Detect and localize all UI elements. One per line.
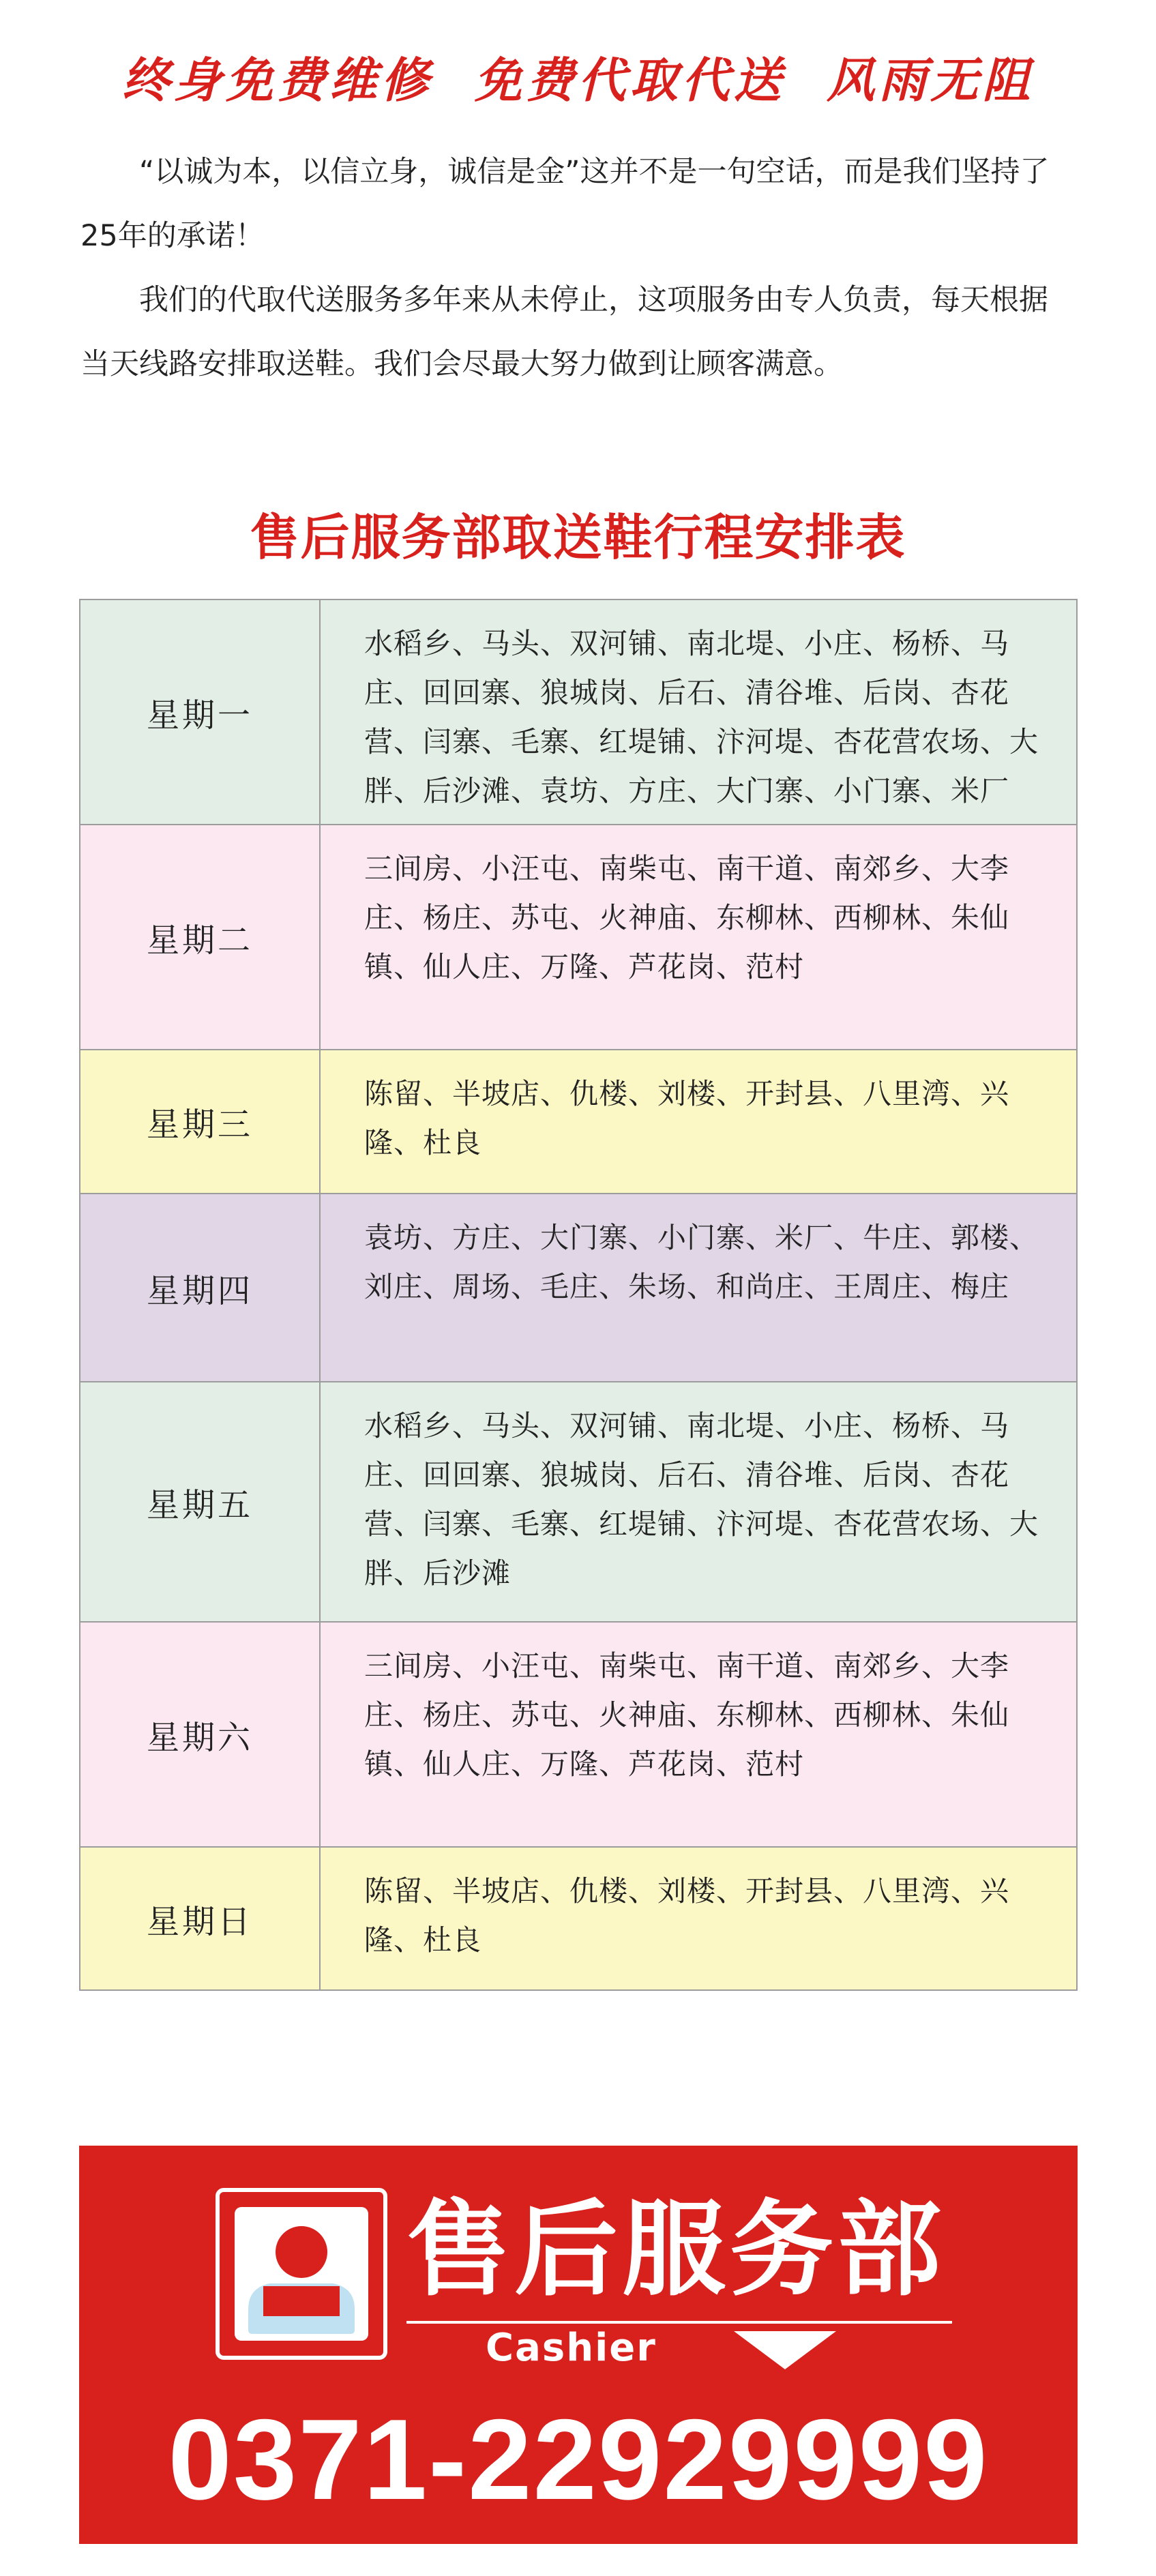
logo <box>216 2188 387 2360</box>
schedule-row-tuesday <box>80 824 1076 1049</box>
schedule-row-sunday <box>80 1846 1076 1989</box>
day-cell: 星期三 <box>80 1050 321 1193</box>
arrow-down-icon <box>734 2331 836 2369</box>
places-cell: 三间房、小汪屯、南柴屯、南干道、南郊乡、大李庄、杨庄、苏屯、火神庙、东柳林、西柳林、朱仙镇、仙人庄、万隆、芦花岗、范村 <box>364 852 1010 983</box>
day-cell: 星期二 <box>80 825 321 1049</box>
day-cell: 星期四 <box>80 1194 321 1381</box>
places-cell: 水稻乡、马头、双河铺、南北堤、小庄、杨桥、马庄、回回寨、狼城岗、后石、清谷堆、后岗、杏花营、闫寨、毛寨、红堤铺、汴河堤、杏花营农场、大胖、后沙滩、袁坊、方庄、大门寨、小门寨、米厂 <box>364 627 1039 808</box>
schedule-row-thursday <box>80 1193 1076 1381</box>
phone-number: 0371-22929999 <box>168 2395 989 2523</box>
cashier-person-icon <box>235 2207 368 2341</box>
day-cell: 星期五 <box>80 1382 321 1621</box>
divider <box>406 2321 952 2324</box>
places-cell: 水稻乡、马头、双河铺、南北堤、小庄、杨桥、马庄、回回寨、狼城岗、后石、清谷堆、后岗、杏花营、闫寨、毛寨、红堤铺、汴河堤、杏花营农场、大胖、后沙滩 <box>364 1409 1039 1590</box>
places-cell: 陈留、半坡店、仇楼、刘楼、开封县、八里湾、兴隆、杜良 <box>364 1874 1010 1957</box>
intro-paragraph-1: “以诚为本，以信立身，诚信是金”这并不是一句空话，而是我们坚持了25年的承诺！ <box>80 155 1050 253</box>
day-cell: 星期日 <box>80 1848 321 1989</box>
intro-paragraph-2: 我们的代取代送服务多年来从未停止，这项服务由专人负责，每天根据当天线路安排取送鞋。我们会尽最大努力做到让顾客满意。 <box>80 283 1048 381</box>
intro-text <box>80 140 1076 396</box>
headline: 终身免费维修 免费代取代送 风雨无阻 <box>121 52 1035 108</box>
schedule-row-friday <box>80 1381 1076 1621</box>
places-cell: 三间房、小汪屯、南柴屯、南干道、南郊乡、大李庄、杨庄、苏屯、火神庙、东柳林、西柳林、朱仙镇、仙人庄、万隆、芦花岗、范村 <box>364 1649 1010 1781</box>
schedule-row-wednesday <box>80 1049 1076 1193</box>
schedule-row-saturday <box>80 1621 1076 1846</box>
department-name: 售后服务部 <box>406 2189 945 2310</box>
service-banner <box>79 2146 1078 2544</box>
department-english-name: Cashier <box>486 2326 657 2370</box>
schedule-table <box>79 599 1078 1991</box>
schedule-row-monday <box>80 600 1076 824</box>
schedule-title: 售后服务部取送鞋行程安排表 <box>250 509 906 566</box>
places-cell: 袁坊、方庄、大门寨、小门寨、米厂、牛庄、郭楼、刘庄、周场、毛庄、朱场、和尚庄、王周庄、梅庄 <box>364 1221 1039 1303</box>
day-cell: 星期一 <box>80 600 321 824</box>
places-cell: 陈留、半坡店、仇楼、刘楼、开封县、八里湾、兴隆、杜良 <box>364 1077 1010 1159</box>
day-cell: 星期六 <box>80 1623 321 1846</box>
